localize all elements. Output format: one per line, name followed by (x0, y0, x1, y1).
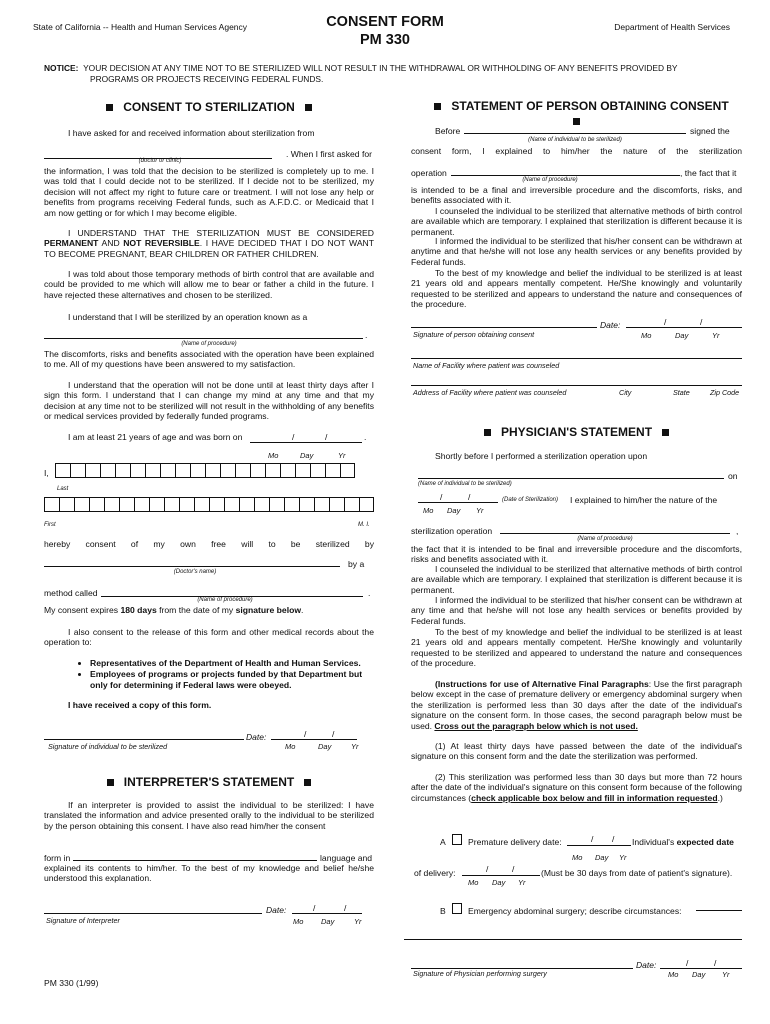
obtaining-date-field[interactable] (626, 320, 742, 328)
facility-name-field[interactable] (411, 351, 742, 359)
checkbox-premature-delivery[interactable] (452, 834, 462, 845)
square-bullet-icon (304, 779, 311, 786)
consent-p8: I also consent to the release of this form and other medical records about the operation to: (44, 627, 374, 648)
expected-delivery-field[interactable] (462, 867, 540, 876)
emergency-circumstances-field-2[interactable] (404, 932, 742, 940)
consent-p2: I UNDERSTAND THAT THE STERILIZATION MUST BE CONSIDERED PERMANENT AND NOT REVERSIBLE. I HAVE DECIDED THAT I DO NOT WANT TO BECOME PREGNANT, BEAR CHILDREN OR FATHER CHILDREN. (44, 228, 375, 259)
individual-name-field[interactable] (464, 125, 686, 134)
square-bullet-icon (662, 429, 669, 436)
procedure-name-field[interactable] (44, 327, 363, 339)
first-name-boxes[interactable] (44, 497, 374, 512)
form-title: CONSENT FORM PM 330 (326, 14, 444, 49)
consent-p6: I understand that the operation will not be done until at least thirty days after I sign this form. I understand that I can change my mind at any time and that my decision at any time not to be sterilized will not result in the withholding of any benefits or medical services provided by federally funded programs. (44, 380, 374, 422)
language-field[interactable] (73, 852, 317, 861)
interpreter-heading: INTERPRETER'S STATEMENT (44, 775, 374, 790)
individual-signature-field[interactable] (44, 732, 244, 740)
list-item: • Employees of programs or projects funded by that Department but only for determining if Federal laws were obeyed. (90, 669, 374, 690)
alternative-2: (2) This sterilization was performed less than 30 days but more than 72 hours after the date of the individual's signature on this consent form because of the following circumstances (check applicable box below and fill in information requested.) (411, 772, 742, 803)
sterilization-date-field[interactable] (418, 494, 498, 503)
birth-date-field[interactable] (250, 434, 362, 443)
individual-date-field[interactable] (271, 732, 357, 740)
obtaining-heading: STATEMENT OF PERSON OBTAINING CONSENT (411, 99, 742, 128)
list-item: • Representatives of the Department of Health and Human Services. (90, 658, 374, 668)
interpreter-signature-field[interactable] (44, 906, 262, 914)
square-bullet-icon (106, 104, 113, 111)
square-bullet-icon (484, 429, 491, 436)
caption-doctor-name: (Doctor's name) (173, 569, 217, 575)
physician-heading: PHYSICIAN'S STATEMENT (411, 425, 742, 440)
notice: NOTICE: YOUR DECISION AT ANY TIME NOT TO BE STERILIZED WILL NOT RESULT IN THE WITHDRAWAL OR WITHHOLDING OF ANY BENEFITS PROVIDED BY PROGRAMS OR PROJECTS RECEIVING FEDERAL FUNDS. (44, 63, 678, 84)
interpreter-date-field[interactable] (292, 906, 362, 914)
caption-procedure: (Name of procedure) (181, 341, 237, 347)
method-field[interactable] (101, 585, 363, 597)
release-list (44, 658, 374, 691)
consent-hereby: hereby consent of my own free will to be sterilized by (44, 539, 374, 549)
physician-signature-field[interactable] (411, 961, 633, 969)
caption-doctor: (doctor or clinic) (138, 158, 182, 164)
consent-heading: CONSENT TO STERILIZATION (44, 100, 374, 115)
obtaining-signature-field[interactable] (411, 320, 597, 328)
facility-address-field[interactable] (411, 378, 742, 386)
consent-p4: I understand that I will be sterilized by an operation known as a (68, 312, 308, 322)
consent-p1a: I have asked for and received information about sterilization from (68, 128, 315, 138)
square-bullet-icon (107, 779, 114, 786)
copy-received: I have received a copy of this form. (68, 700, 212, 710)
physician-date-field[interactable] (660, 961, 742, 969)
agency-name: State of California -- Health and Human Services Agency (33, 22, 248, 32)
premature-date-field[interactable] (567, 837, 631, 846)
expected-date-label: Individual's expected date (632, 837, 734, 847)
consent-expires: My consent expires 180 days from the date of my signature below. (44, 605, 304, 615)
emergency-circumstances-field[interactable] (696, 903, 742, 911)
last-name-boxes[interactable] (55, 463, 355, 478)
checkbox-emergency-surgery[interactable] (452, 903, 462, 914)
interpreter-p2: explained its contents to him/her. To the best of my knowledge and belief he/she understood this explanation. (44, 863, 374, 884)
alternative-1: (1) At least thirty days have passed between the date of the individual's signature on this consent form and the date the sterilization was performed. (411, 741, 742, 762)
department-name: Department of Health Services (614, 22, 730, 32)
form-version: PM 330 (1/99) (44, 978, 99, 988)
instructions: (Instructions for use of Alternative Final Paragraphs: Use the first paragraph below except in the case of premature delivery or emergency abdominal surgery when the sterilization is performed less than 30 days after the date of the individual's signature on the consent form. In those cases, the second paragraph below must be used. Cross out the paragraph below which is not used. (411, 679, 742, 731)
doctor-name-field[interactable] (44, 556, 340, 567)
consent-birth-label: I am at least 21 years of age and was born on (68, 432, 243, 442)
consent-p1b: . When I first asked for (286, 148, 372, 159)
physician-procedure-field[interactable] (500, 525, 730, 534)
consent-p1c: the information, I was told that the decision to be sterilized is completely up to me. I was told that I could decide not to be sterilized. If I decide not to be sterilized, my decision will not affect my right to future care or treatment. I will not lose any help or benefits from programs receiving Federal funds, such as A.F.D.C. or Medicaid that I am now getting or for which I may become eligible. (44, 166, 374, 218)
method-label: method called (44, 588, 98, 598)
square-bullet-icon (434, 103, 441, 110)
obtaining-procedure-field[interactable] (451, 167, 680, 176)
consent-p5: The discomforts, risks and benefits associated with the operation have been explained to me. All of my questions have been answered to my satisfaction. (44, 349, 374, 370)
interpreter-p1: If an interpreter is provided to assist the individual to be sterilized: I have translated the information and advice presented orally to the individual to be sterilized by the person obtaining this consent. I have also read him/her the consent (44, 800, 374, 831)
physician-individual-field[interactable] (418, 470, 724, 479)
square-bullet-icon (305, 104, 312, 111)
square-bullet-icon (573, 118, 580, 125)
consent-p3: I was told about those temporary methods of birth control that are available and could be provided to me which will allow me to bear or father a child in the future. I have rejected these alternatives and chosen to be sterilized. (44, 269, 374, 300)
